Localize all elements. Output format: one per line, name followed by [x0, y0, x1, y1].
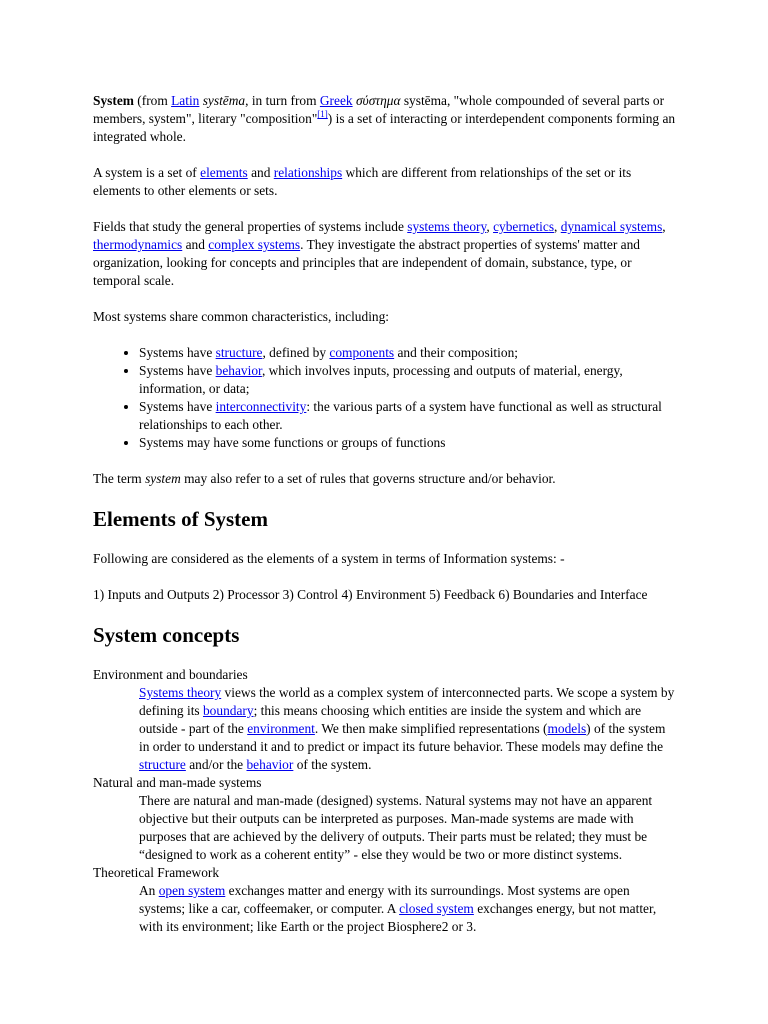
characteristics-intro: Most systems share common characteristics, including:: [93, 309, 390, 324]
concepts-list: [93, 666, 677, 936]
link-open-system[interactable]: open system: [158, 883, 226, 898]
greek-word: σύστημα: [352, 93, 401, 108]
link-systems-theory[interactable]: systems theory: [407, 219, 487, 234]
link-systems-theory-2[interactable]: Systems theory: [139, 685, 222, 700]
link-structure-2[interactable]: structure: [139, 757, 186, 772]
link-structure[interactable]: structure: [215, 345, 263, 360]
link-dynamical-systems[interactable]: dynamical systems: [560, 219, 663, 234]
list-item: • Systems have interconnectivity: the various parts of a system have functional as well as structural relationships to each other.: [139, 398, 677, 434]
concept-term-framework: Theoretical Framework: [93, 865, 220, 880]
concept-definition-framework: An open system exchanges matter and energy with its surroundings. Most systems are open systems; like a car, coffeemaker, or computer. A closed system exchanges energy, but not matter, with its environment; like Earth or the project Biosphere2 or 3.: [139, 883, 657, 934]
elements-intro: Following are considered as the elements of a system in terms of Information systems: -: [93, 551, 565, 566]
link-models[interactable]: models: [547, 721, 587, 736]
link-interconnectivity[interactable]: interconnectivity: [215, 399, 307, 414]
list-item: • Systems may have some functions or groups of functions: [139, 434, 677, 452]
link-boundary[interactable]: boundary: [202, 703, 254, 718]
link-greek[interactable]: Greek: [319, 93, 353, 108]
elements-list: 1) Inputs and Outputs 2) Processor 3) Control 4) Environment 5) Feedback 6) Boundaries and Interface: [93, 587, 648, 602]
concept-definition-natural: There are natural and man-made (designed) systems. Natural systems may not have an apparent objective but their outputs can be interpreted as purposes. Man-made systems are made with purposes that are achieved by the delivery of outputs. Their parts must be related; they must be “designed to work as a coherent entity” - else they would be two or more distinct systems.: [139, 793, 653, 862]
concept-term-environment: Environment and boundaries: [93, 667, 248, 682]
link-components[interactable]: components: [329, 345, 395, 360]
link-environment[interactable]: environment: [247, 721, 315, 736]
link-relationships[interactable]: relationships: [273, 165, 343, 180]
heading-elements-of-system: Elements of System: [93, 507, 268, 531]
definition-paragraph: A system is a set of elements and relationships which are different from relationships of the set or its elements to other elements or sets.: [93, 165, 632, 198]
term-system: System: [93, 93, 134, 108]
link-complex-systems[interactable]: complex systems: [208, 237, 301, 252]
heading-system-concepts: System concepts: [93, 623, 240, 647]
link-latin[interactable]: Latin: [171, 93, 200, 108]
intro-paragraph: System (from Latin systēma, in turn from Greek σύστημα systēma, "whole compounded of several parts or members, system", literary "composition"[1]) is a set of interacting or interdependent components forming an integrated whole.: [93, 93, 676, 144]
link-behavior[interactable]: behavior: [215, 363, 262, 378]
link-thermodynamics[interactable]: thermodynamics: [93, 237, 183, 252]
characteristics-list: [93, 344, 677, 452]
link-behavior-2[interactable]: behavior: [246, 757, 294, 772]
list-item: • Systems have behavior, which involves inputs, processing and outputs of material, energy, information, or data;: [139, 362, 677, 398]
link-closed-system[interactable]: closed system: [399, 901, 474, 916]
link-elements[interactable]: elements: [200, 165, 248, 180]
emphasis-system: system: [145, 471, 181, 486]
concept-definition-environment: Systems theory views the world as a complex system of interconnected parts. We scope a system by defining its boundary; this means choosing which entities are inside the system and which are outside - part of the environment. We then make simplified representations (models) of the system in order to understand it and to predict or impact its future behavior. These models may define the structure and/or the behavior of the system.: [139, 685, 675, 772]
concept-term-natural: Natural and man-made systems: [93, 775, 262, 790]
link-cybernetics[interactable]: cybernetics: [493, 219, 555, 234]
latin-word: systēma: [199, 93, 246, 108]
term-paragraph: The term system may also refer to a set of rules that governs structure and/or behavior.: [93, 471, 556, 486]
list-item: • Systems have structure, defined by components and their composition;: [139, 344, 677, 362]
document-body: [93, 92, 677, 936]
fields-paragraph: Fields that study the general properties of systems include systems theory, cybernetics, dynamical systems, thermodynamics and complex systems. They investigate the abstract properties of systems' matter and organization, looking for concepts and principles that are independent of domain, substance, type, or temporal scale.: [93, 219, 666, 288]
reference-link[interactable]: [1]: [317, 109, 328, 119]
